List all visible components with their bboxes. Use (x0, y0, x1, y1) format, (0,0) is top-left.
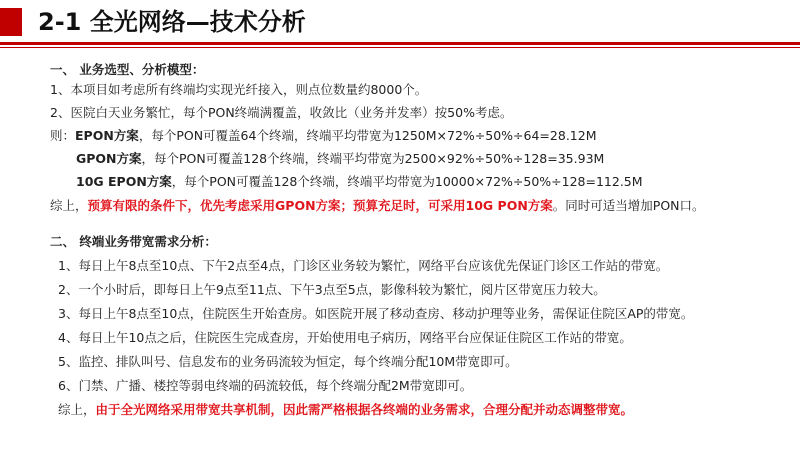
section2-item: 3、每日上午8点至10点，住院医生开始查房。如医院开展了移动查房、移动护理等业务，需保证住院区AP的带宽。 (58, 306, 694, 321)
epon-label: EPON方案 (75, 128, 139, 143)
section1-line1: 1、本项目如考虑所有终端均实现光纤接入，则点位数量约8000个。 (50, 82, 428, 97)
epon10-label: 10G EPON方案 (76, 174, 172, 189)
section1-heading: 一、 业务选型、分析模型： (50, 62, 205, 77)
gpon-line (76, 151, 604, 167)
section2-heading: 二、 终端业务带宽需求分析： (50, 234, 217, 249)
section2-summary (58, 402, 633, 418)
section2-summary-prefix: 综上， (58, 402, 96, 417)
section1-line2: 2、医院白天业务繁忙，每个PON终端满覆盖，收敛比（业务并发率）按50%考虑。 (50, 105, 513, 120)
epon-text: ，每个PON可覆盖64个终端，终端平均带宽为1250M×72%÷50%÷64=28.12M (138, 128, 597, 143)
section2-summary-highlight: 由于全光网络采用带宽共享机制，因此需严格根据各终端的业务需求，合理分配并动态调整带宽。 (95, 402, 634, 417)
section2-item: 4、每日上午10点之后，住院医生完成查房，开始使用电子病历，网络平台应保证住院区工作站的带宽。 (58, 330, 632, 345)
section2-item: 6、门禁、广播、楼控等弱电终端的码流较低，每个终端分配2M带宽即可。 (58, 378, 473, 393)
slide-title: 2-1 全光网络—技术分析 (38, 8, 306, 36)
section2-item: 2、一个小时后，即每日上午9点至11点、下午3点至5点，影像科较为繁忙，阅片区带宽压力较大。 (58, 282, 606, 297)
epon10-text: ，每个PON可覆盖128个终端，终端平均带宽为10000×72%÷50%÷128=112.5M (171, 174, 643, 189)
section2-item: 5、监控、排队叫号、信息发布的业务码流较为恒定，每个终端分配10M带宽即可。 (58, 354, 518, 369)
section1-summary-prefix: 综上， (50, 198, 88, 213)
section1-summary (50, 198, 705, 214)
calc-prefix: 则： (50, 128, 76, 143)
section1-summary-highlight: 预算有限的条件下，优先考虑采用GPON方案；预算充足时，可采用10G PON方案 (87, 198, 553, 213)
gpon-text: ，每个PON可覆盖128个终端，终端平均带宽为2500×92%÷50%÷128=35.93M (141, 151, 605, 166)
section1-summary-suffix: 。同时可适当增加PON口。 (552, 198, 705, 213)
gpon-label: GPON方案 (76, 151, 142, 166)
section2-item: 1、每日上午8点至10点、下午2点至4点，门诊区业务较为繁忙，网络平台应该优先保证门诊区工作站的带宽。 (58, 258, 669, 273)
epon-line (50, 128, 596, 144)
epon10-line (76, 174, 643, 190)
